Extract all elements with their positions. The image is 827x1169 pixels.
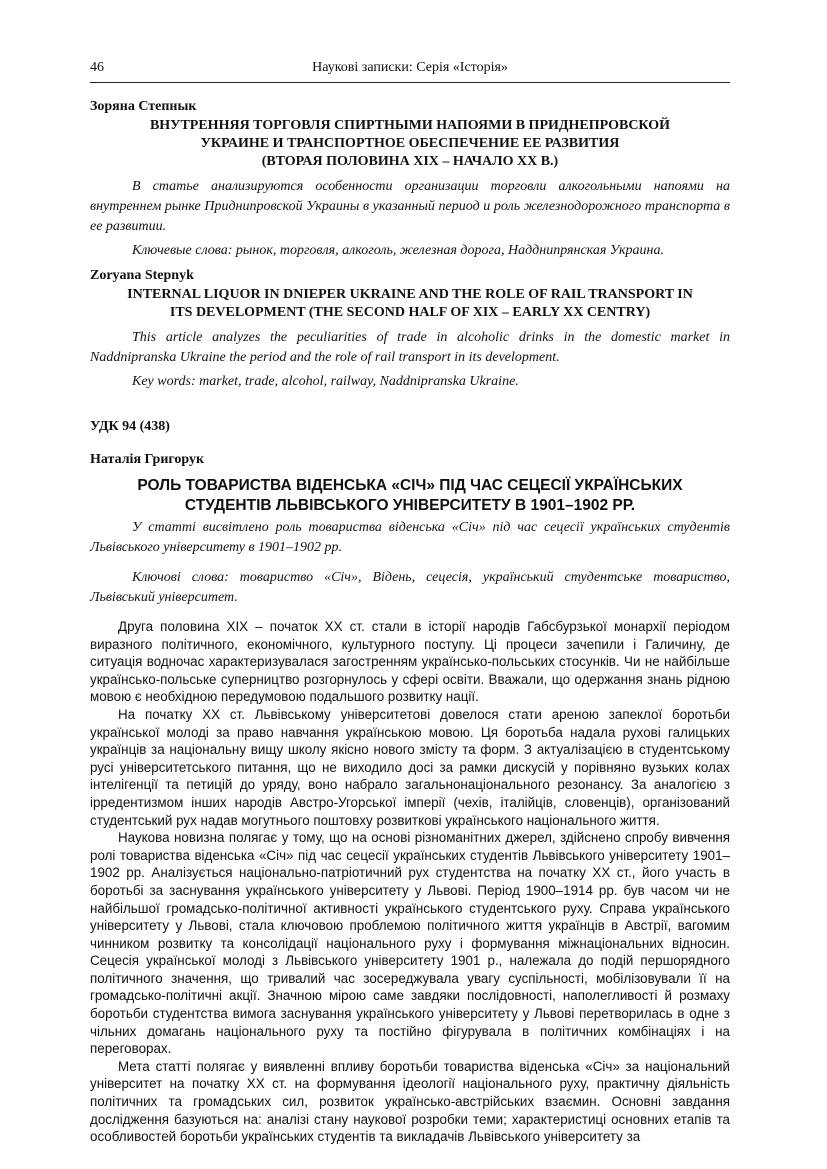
summary-en xyxy=(90,267,730,392)
title-en xyxy=(90,286,730,322)
body-paragraph: На початку ХХ ст. Львівському університетові довелося стати ареною запеклої боротьби української молоді за право навчання українською мовою. Ця боротьба надала рухові галицьких українців за національну вищу школу якісно нового змісту та форм. З актуалізацією в студентському русі університетського питання, що не виходило досі за рамки дискусій у порівняно вузьких колах інтелігенції та петицій до уряду, воно набрало загальнонаціонального резонансу. За аналогією з ірредентизмом інших народів Австро-Угорської імперії (чехів, італійців, словенців), організований студентський рух надав могутнього поштовху розвиткові українського національного життя. xyxy=(90,706,730,828)
page-number: 46 xyxy=(90,60,104,75)
author-ru: Зоряна Степнык xyxy=(90,99,197,114)
keywords-en: Key words: market, trade, alcohol, railway, Naddnipranska Ukraine. xyxy=(132,374,519,389)
article-ua xyxy=(90,418,730,1146)
title-ru-line: УКРАИНЕ И ТРАНСПОРТНОЕ ОБЕСПЕЧЕНИЕ ЕЕ РАЗВИТИЯ xyxy=(200,136,620,151)
running-header xyxy=(90,58,730,84)
abstract-en: This article analyzes the peculiarities of trade in alcoholic drinks in the domestic market in Naddnipranska Ukraine the period and the role of rail transport in its development. xyxy=(90,330,730,365)
body-paragraph: Мета статті полягає у виявленні впливу боротьби товариства віденська «Січ» за національний університет на початку ХХ ст. на формування ідеології національного руху, практичну діяльність політичних та громадських сил, розвиток українсько-австрійських взаємин. Основні завдання дослідження базуються на: аналізі стану наукової розробки теми; характеристиці основних етапів та особливостей боротьби українських студентів та викладачів Львівського університету за xyxy=(90,1058,730,1145)
title-ru xyxy=(90,117,730,171)
keywords-ua: Ключові слова: товариство «Січ», Відень, сецесія, український студентське товариство, Львівський університет. xyxy=(90,570,730,605)
title-ru-line: ВНУТРЕННЯЯ ТОРГОВЛЯ СПИРТНЫМИ НАПОЯМИ В ПРИДНЕПРОВСКОЙ xyxy=(149,118,671,133)
summary-ru xyxy=(90,98,730,261)
abstract-ru: В статье анализируются особенности организации торговли алкогольными напоями на внутреннем рынке Приднипровской Украины в указанный период и роль железнодорожного транспорта в ее развитии. xyxy=(90,179,730,234)
article-body xyxy=(90,618,730,1146)
title-en-line: INTERNAL LIQUOR IN DNIEPER UKRAINE AND THE ROLE OF RAIL TRANSPORT IN xyxy=(127,287,693,302)
page-content xyxy=(90,98,730,1146)
author-ua: Наталія Григорук xyxy=(90,452,205,467)
udk-code: УДК 94 (438) xyxy=(90,419,170,434)
title-ua-line: РОЛЬ ТОВАРИСТВА ВІДЕНСЬКА «СІЧ» ПІД ЧАС СЕЦЕСІЇ УКРАЇНСЬКИХ xyxy=(137,477,683,494)
title-en-line: ITS DEVELOPMENT (THE SECOND HALF OF XIX – EARLY XX CENTRY) xyxy=(169,305,651,320)
body-paragraph: Друга половина ХІХ – початок ХХ ст. стали в історії народів Габсбурзької монархії періодом виразного політичного, економічного, культурного поступу. Ці процеси зачепили і Галичину, де ситуація водночас характеризувалася загостренням українсько-польських стосунків. Чи не найбільше українсько-польське суперництво розгорнулось у сфері освіти. Вважали, що одержання знань рідною мовою є необхідною передумовою подальшого розвитку нації. xyxy=(90,619,730,705)
header-rule xyxy=(90,82,730,83)
abstract-ua: У статті висвітлено роль товариства віденська «Січ» під час сецесії українських студентів Львівського університету в 1901–1902 рр. xyxy=(90,520,730,555)
title-ua-line: СТУДЕНТІВ ЛЬВІВСЬКОГО УНІВЕРСИТЕТУ В 1901–1902 РР. xyxy=(184,497,636,514)
keywords-ru: Ключевые слова: рынок, торговля, алкоголь, железная дорога, Надднипрянская Украина. xyxy=(132,243,664,258)
title-ua xyxy=(90,476,730,516)
author-en: Zoryana Stepnyk xyxy=(90,268,194,283)
title-ru-line: (ВТОРАЯ ПОЛОВИНА XIX – НАЧАЛО XX В.) xyxy=(261,154,559,169)
journal-title: Наукові записки: Серія «Історія» xyxy=(312,60,508,75)
body-paragraph: Наукова новизна полягає у тому, що на основі різноманітних джерел, здійснено спробу вивчення ролі товариства віденська «Січ» під час сецесії українських студентів Львівського університету 1901–1902 рр. Аналізується національно-патріотичний рух студентства на початку ХХ ст., його участь в боротьбі за заснування українського університету у Львові. Період 1900–1914 рр. був часом чи не найбільшої громадсько-політичної активності українського студентського руху. Справа українського університету у Львові, стала ключовою проблемою політичного життя українців в Австрії, вагомим чинником розвитку та консолідації національного руху і формування міжнаціональних відносин. Сецесія української молоді з Львівського університету 1901 р., належала до подій першорядного політичного значення, що тривалий час зосереджувала увагу суспільності, мобілізовували її на громадсько-політичні акції. Значною мірою саме завдяки послідовності, наполегливості й розмаху боротьби студентства вимога заснування українського університету у Львові перетворилась в одне з чільних домагань національного руху та постійно фігурувала в політичних комбінаціях і на переговорах. xyxy=(90,830,730,1057)
